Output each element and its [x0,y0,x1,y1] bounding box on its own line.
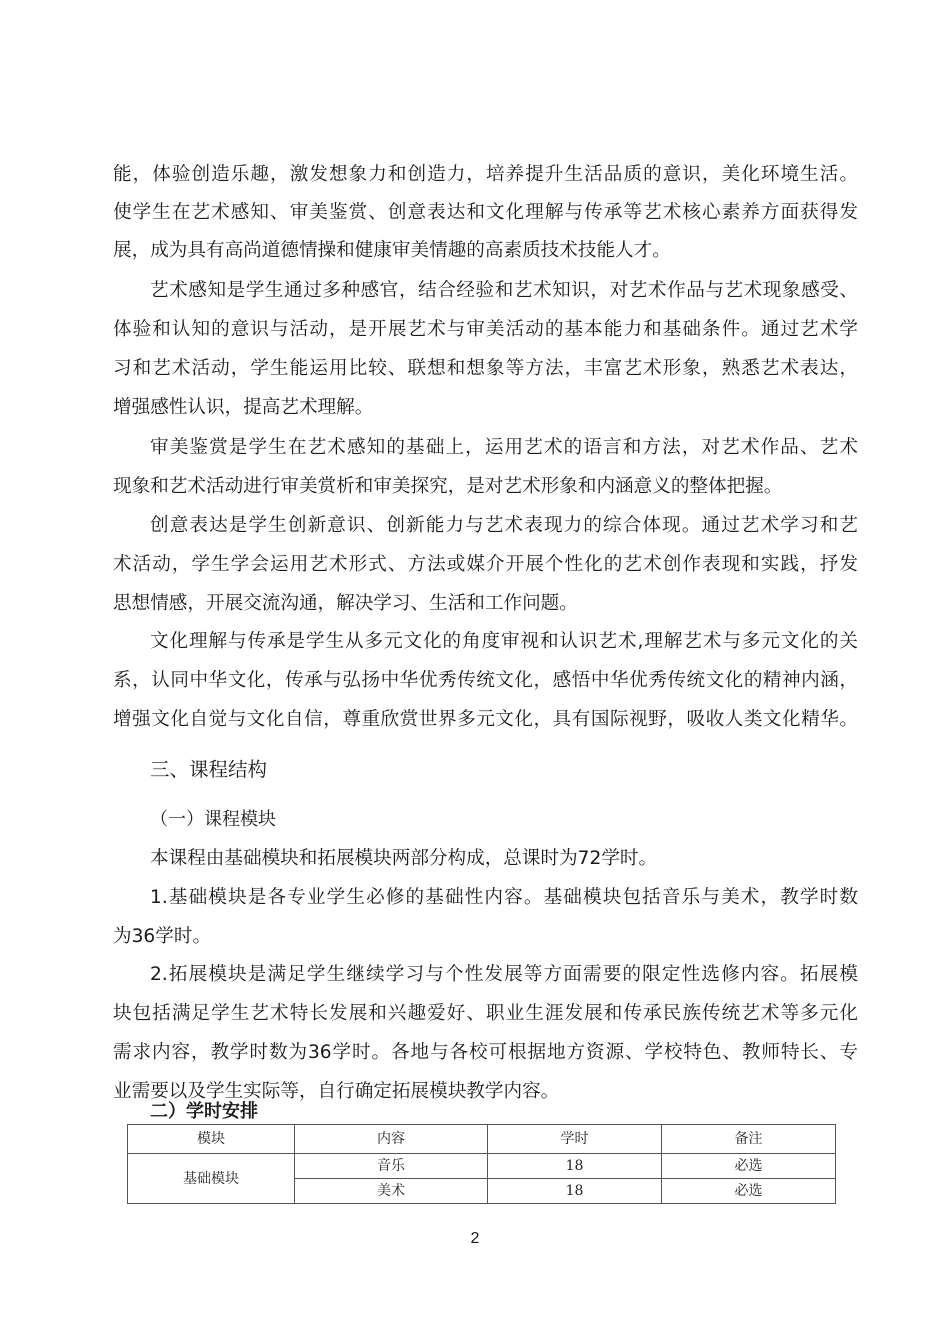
paragraph-line: 需求内容，教学时数为36学时。各地与各校可根据地方资源、学校特色、教师特长、专 [113,1042,858,1063]
note-cell: 必选 [662,1179,836,1204]
table-header-row [128,1125,836,1154]
paragraph-line: 展，成为具有高尚道德情操和健康审美情趣的高素质技术技能人才。 [113,240,671,261]
paragraph-line: 审美鉴赏是学生在艺术感知的基础上，运用艺术的语言和方法，对艺术作品、艺术 [150,437,858,458]
section-heading: 三、课程结构 [150,758,268,781]
paragraph-line: 现象和艺术活动进行审美赏析和审美探究，是对艺术形象和内涵意义的整体把握。 [113,476,783,497]
module-group-cell: 基础模块 [128,1154,295,1204]
paragraph-line: 艺术感知是学生通过多种感官，结合经验和艺术知识，对艺术作品与艺术现象感受、 [150,280,858,301]
content-cell: 音乐 [295,1154,488,1179]
paragraph-line: 能，体验创造乐趣，激发想象力和创造力，培养提升生活品质的意识，美化环境生活。 [113,164,858,185]
paragraph-line: 使学生在艺术感知、审美鉴赏、创意表达和文化理解与传承等艺术核心素养方面获得发 [113,202,858,223]
header-note: 备注 [662,1125,836,1154]
paragraph-line: 2.拓展模块是满足学生继续学习与个性发展等方面需要的限定性选修内容。拓展模 [150,964,858,985]
paragraph-line: 创意表达是学生创新意识、创新能力与艺术表现力的综合体现。通过艺术学习和艺 [150,515,858,536]
paragraph-line: 业需要以及学生实际等，自行确定拓展模块教学内容。 [113,1081,560,1102]
paragraph-line: 1.基础模块是各专业学生必修的基础性内容。基础模块包括音乐与美术，教学时数 [150,887,858,908]
hours-cell: 18 [488,1154,662,1179]
paragraph-line: 本课程由基础模块和拓展模块两部分构成，总课时为72学时。 [150,848,658,869]
paragraph-line: 术活动，学生学会运用艺术形式、方法或媒介开展个性化的艺术创作表现和实践，抒发 [113,554,858,575]
table-row [128,1154,836,1179]
paragraph-line: 习和艺术活动，学生能运用比较、联想和想象等方法，丰富艺术形象，熟悉艺术表达， [113,358,858,379]
paragraph-line: 为36学时。 [113,926,212,947]
paragraph-line: 块包括满足学生艺术特长发展和兴趣爱好、职业生涯发展和传承民族传统艺术等多元化 [113,1003,858,1024]
table-title: 二）学时安排 [150,1101,258,1122]
content-cell: 美术 [295,1179,488,1204]
paragraph-line: 思想情感，开展交流沟通，解决学习、生活和工作问题。 [113,593,578,614]
header-module: 模块 [128,1125,295,1154]
page-number: 2 [470,1230,480,1247]
header-content: 内容 [295,1125,488,1154]
paragraph-line: 增强文化自觉与文化自信，尊重欣赏世界多元文化，具有国际视野，吸收人类文化精华。 [113,709,858,730]
schedule-table [127,1124,836,1204]
paragraph-line: 增强感性认识，提高艺术理解。 [113,397,374,418]
header-hours: 学时 [488,1125,662,1154]
note-cell: 必选 [662,1154,836,1179]
subsection-heading: （一）课程模块 [150,809,276,830]
paragraph-line: 系，认同中华文化，传承与弘扬中华优秀传统文化，感悟中华优秀传统文化的精神内涵， [113,670,858,691]
paragraph-line: 体验和认知的意识与活动，是开展艺术与审美活动的基本能力和基础条件。通过艺术学 [113,319,858,340]
hours-cell: 18 [488,1179,662,1204]
paragraph-line: 文化理解与传承是学生从多元文化的角度审视和认识艺术,理解艺术与多元文化的关 [150,631,858,652]
